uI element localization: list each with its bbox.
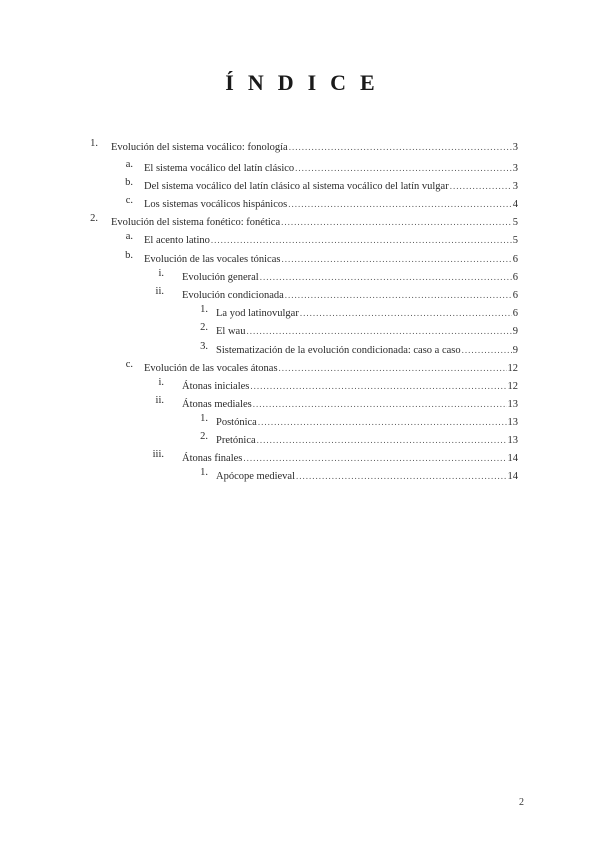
toc-entry-page: 5 <box>512 235 518 246</box>
toc-entry-title: Evolución de las vocales átonas <box>144 363 278 374</box>
toc-entry-page: 6 <box>512 308 518 319</box>
toc-leader-dots <box>253 395 507 413</box>
toc-leader-dots <box>281 213 512 231</box>
toc-entry[interactable] <box>182 395 518 413</box>
toc-entry-page: 13 <box>507 417 518 428</box>
toc-leader-dots <box>258 413 507 431</box>
toc-entry-number: a. <box>125 159 133 170</box>
toc-leader-dots <box>295 159 512 177</box>
toc-entry-title: Los sistemas vocálicos hispánicos <box>144 199 288 210</box>
toc-entry-number: ii. <box>155 395 164 406</box>
toc-entry-page: 13 <box>507 435 518 446</box>
toc-entry-title: Pretónica <box>216 435 256 446</box>
toc-entry-number: 2. <box>200 322 208 333</box>
toc-leader-dots <box>462 341 512 359</box>
toc-entry-number: 1. <box>200 304 208 315</box>
toc-entry-title: Evolución del sistema fonético: fonética <box>111 217 281 228</box>
toc-entry[interactable] <box>144 250 518 268</box>
toc-entry[interactable] <box>182 377 518 395</box>
toc-entry-title: Del sistema vocálico del latín clásico al sistema vocálico del latín vulgar <box>144 181 449 192</box>
toc-entry-page: 14 <box>507 453 518 464</box>
toc-leader-dots <box>279 359 507 377</box>
toc-entry-page: 9 <box>512 345 518 356</box>
toc-entry[interactable] <box>182 449 518 467</box>
toc-entry[interactable] <box>111 138 518 156</box>
toc-entry[interactable] <box>216 413 518 431</box>
toc-entry[interactable] <box>216 467 518 485</box>
toc-entry-title: Átonas iniciales <box>182 381 250 392</box>
toc-entry[interactable] <box>144 195 518 213</box>
toc-leader-dots <box>300 304 512 322</box>
toc-entry-page: 6 <box>512 272 518 283</box>
toc-entry-title: Evolución de las vocales tónicas <box>144 254 281 265</box>
toc-entry-title: El sistema vocálico del latín clásico <box>144 163 295 174</box>
page-title: ÍNDICE <box>225 70 389 95</box>
toc-entry-number: iii. <box>152 449 164 460</box>
toc-leader-dots <box>211 231 512 249</box>
toc-entry-number: 1. <box>200 413 208 424</box>
toc-entry-number: b. <box>125 250 133 261</box>
toc-leader-dots <box>246 322 511 340</box>
toc-entry-page: 3 <box>512 181 518 192</box>
toc-entry-title: Átonas finales <box>182 453 243 464</box>
toc-entry[interactable] <box>216 431 518 449</box>
toc-entry-page: 4 <box>512 199 518 210</box>
toc-entry[interactable] <box>216 304 518 322</box>
toc-entry-number: 2. <box>200 431 208 442</box>
toc-entry-number: i. <box>158 377 164 388</box>
toc-entry-title: El wau <box>216 326 246 337</box>
toc-leader-dots <box>450 177 512 195</box>
toc-entry[interactable] <box>182 286 518 304</box>
page-number: 2 <box>519 797 524 808</box>
toc-entry-page: 3 <box>512 142 518 153</box>
toc-entry[interactable] <box>111 213 518 231</box>
toc-entry-number: c. <box>125 359 133 370</box>
toc-entry-title: Evolución condicionada <box>182 290 284 301</box>
toc-leader-dots <box>288 195 512 213</box>
toc-entry-number: 1. <box>90 138 98 149</box>
toc-entry-page: 9 <box>512 326 518 337</box>
toc-entry-page: 14 <box>507 471 518 482</box>
toc-leader-dots <box>281 250 511 268</box>
toc-entry-title: Postónica <box>216 417 257 428</box>
toc-entry-page: 12 <box>507 363 518 374</box>
toc-entry-page: 13 <box>507 399 518 410</box>
toc-entry-title: Evolución del sistema vocálico: fonología <box>111 142 288 153</box>
toc-leader-dots <box>289 138 512 156</box>
toc-leader-dots <box>285 286 512 304</box>
toc-entry-number: ii. <box>155 286 164 297</box>
toc-entry-title: Átonas mediales <box>182 399 252 410</box>
toc-entry-page: 6 <box>512 254 518 265</box>
toc-entry[interactable] <box>144 231 518 249</box>
toc-entry-number: i. <box>158 268 164 279</box>
toc-entry[interactable] <box>216 322 518 340</box>
toc-entry-title: El acento latino <box>144 235 210 246</box>
toc-entry-page: 12 <box>507 381 518 392</box>
toc-entry-page: 3 <box>512 163 518 174</box>
toc-entry-number: b. <box>125 177 133 188</box>
toc-entry-title: Evolución general <box>182 272 259 283</box>
toc-leader-dots <box>296 467 506 485</box>
toc-entry-title: La yod latinovulgar <box>216 308 299 319</box>
toc-entry[interactable] <box>144 159 518 177</box>
toc-entry[interactable] <box>216 341 518 359</box>
toc-leader-dots <box>243 449 506 467</box>
toc-leader-dots <box>260 268 512 286</box>
toc-entry-number: 2. <box>90 213 98 224</box>
toc-entry-number: 1. <box>200 467 208 478</box>
toc-entry-page: 5 <box>512 217 518 228</box>
toc-entry-title: Sistematización de la evolución condicionada: caso a caso <box>216 345 461 356</box>
toc-entry-number: 3. <box>200 341 208 352</box>
toc-entry[interactable] <box>144 359 518 377</box>
toc-entry-number: c. <box>125 195 133 206</box>
toc-entry[interactable] <box>144 177 518 195</box>
toc-leader-dots <box>257 431 507 449</box>
toc-entry-title: Apócope medieval <box>216 471 296 482</box>
toc-leader-dots <box>250 377 506 395</box>
toc-entry[interactable] <box>182 268 518 286</box>
toc-entry-number: a. <box>125 231 133 242</box>
toc-entry-page: 6 <box>512 290 518 301</box>
